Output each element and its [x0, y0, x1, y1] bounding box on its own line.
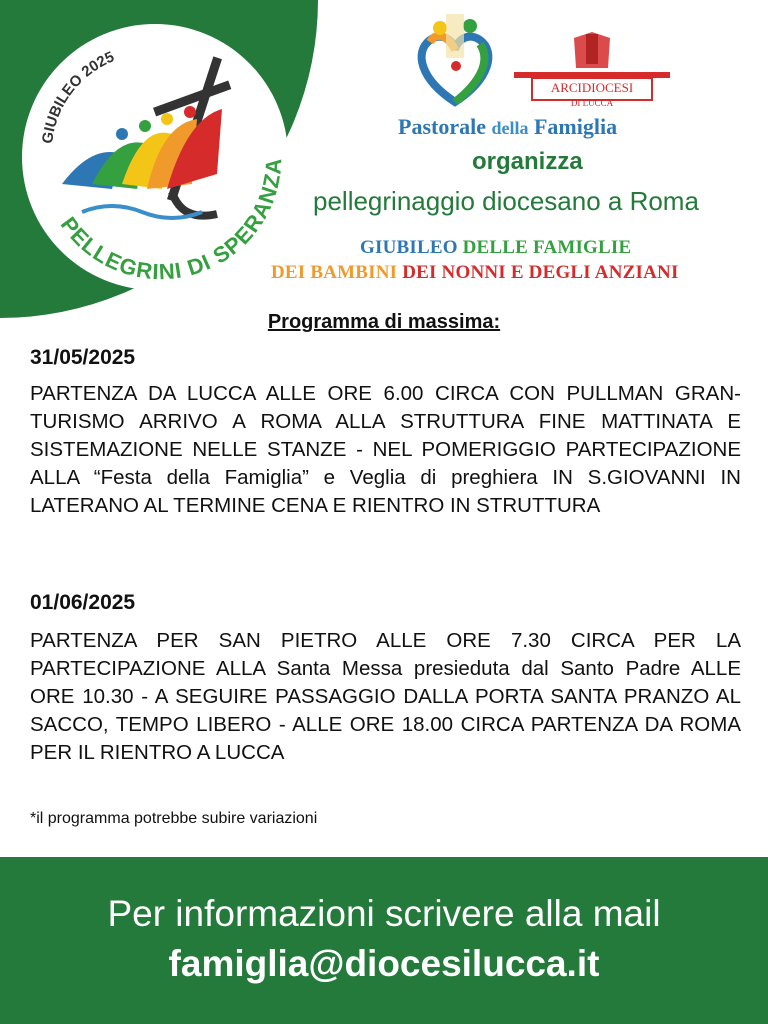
footer-banner [0, 857, 768, 1024]
arcidiocesi-name: ARCIDIOCESI [550, 80, 634, 95]
giubileo-line-2 [271, 262, 679, 284]
pastorale-word: Pastorale [398, 114, 492, 139]
day1-date: 31/05/2025 [30, 346, 136, 369]
della-word: della [491, 118, 529, 138]
jubilee-pilgrims-cross-icon [22, 24, 288, 290]
anziani-words: E DEGLI ANZIANI [510, 262, 679, 283]
pastorale-title [398, 114, 678, 140]
program-note: *il programma potrebbe subire variazioni [30, 810, 318, 827]
organizza-text: organizza [472, 148, 583, 175]
giubileo-word: GIUBILEO [360, 237, 463, 258]
archdiocese-crest-icon [512, 30, 672, 112]
day2-description: PARTENZA PER SAN PIETRO ALLE ORE 7.30 CIRCA PER LA PARTECIPAZIONE ALLA Santa Messa presieduta dal Santo Padre ALLE ORE 10.30 - A SEGUIRE PASSAGGIO DALLA PORTA SANTA PRANZO AL SACCO, TEMPO LIBERO - ALLE ORE 18.00 CIRCA PARTENZA DA ROMA PER IL RIENTRO A LUCCA [30, 629, 741, 764]
jubilee-top-text: GIUBILEO 2025 [38, 48, 117, 145]
jubilee-bottom-text: PELLEGRINI DI SPERANZA [55, 156, 287, 285]
program-title: Programma di massima: [267, 311, 501, 333]
arcidiocesi-city: DI LUCCA [570, 98, 614, 108]
famiglie-words: DELLE FAMIGLIE [462, 237, 632, 258]
nonni-words: DEI NONNI [402, 262, 511, 283]
day1-description: PARTENZA DA LUCCA ALLE ORE 6.00 CIRCA CON PULLMAN GRAN-TURISMO ARRIVO A ROMA ALLA STRUTTURA FINE MATTINATA E SISTEMAZIONE NELLE STANZE - NEL POMERIGGIO PARTECIPAZIONE ALLA “Festa della Famiglia” e Veglia di preghiera IN S.GIOVANNI IN LATERANO AL TERMINE CENA E RIENTRO IN STRUTTURA [30, 382, 741, 517]
day2-date: 01/06/2025 [30, 591, 136, 614]
pellegrinaggio-text: pellegrinaggio diocesano a Roma [313, 186, 699, 216]
giubileo-line-1 [360, 237, 631, 259]
family-heart-logo-icon [410, 14, 500, 114]
footer-info-text: Per informazioni scrivere alla mail [107, 893, 661, 934]
svg-text:GIUBILEO 2025 [39, 48, 117, 144]
famiglia-word: Famiglia [528, 114, 618, 139]
bambini-words: DEI BAMBINI [271, 262, 403, 283]
footer-email[interactable]: famiglia@diocesilucca.it [168, 943, 600, 984]
